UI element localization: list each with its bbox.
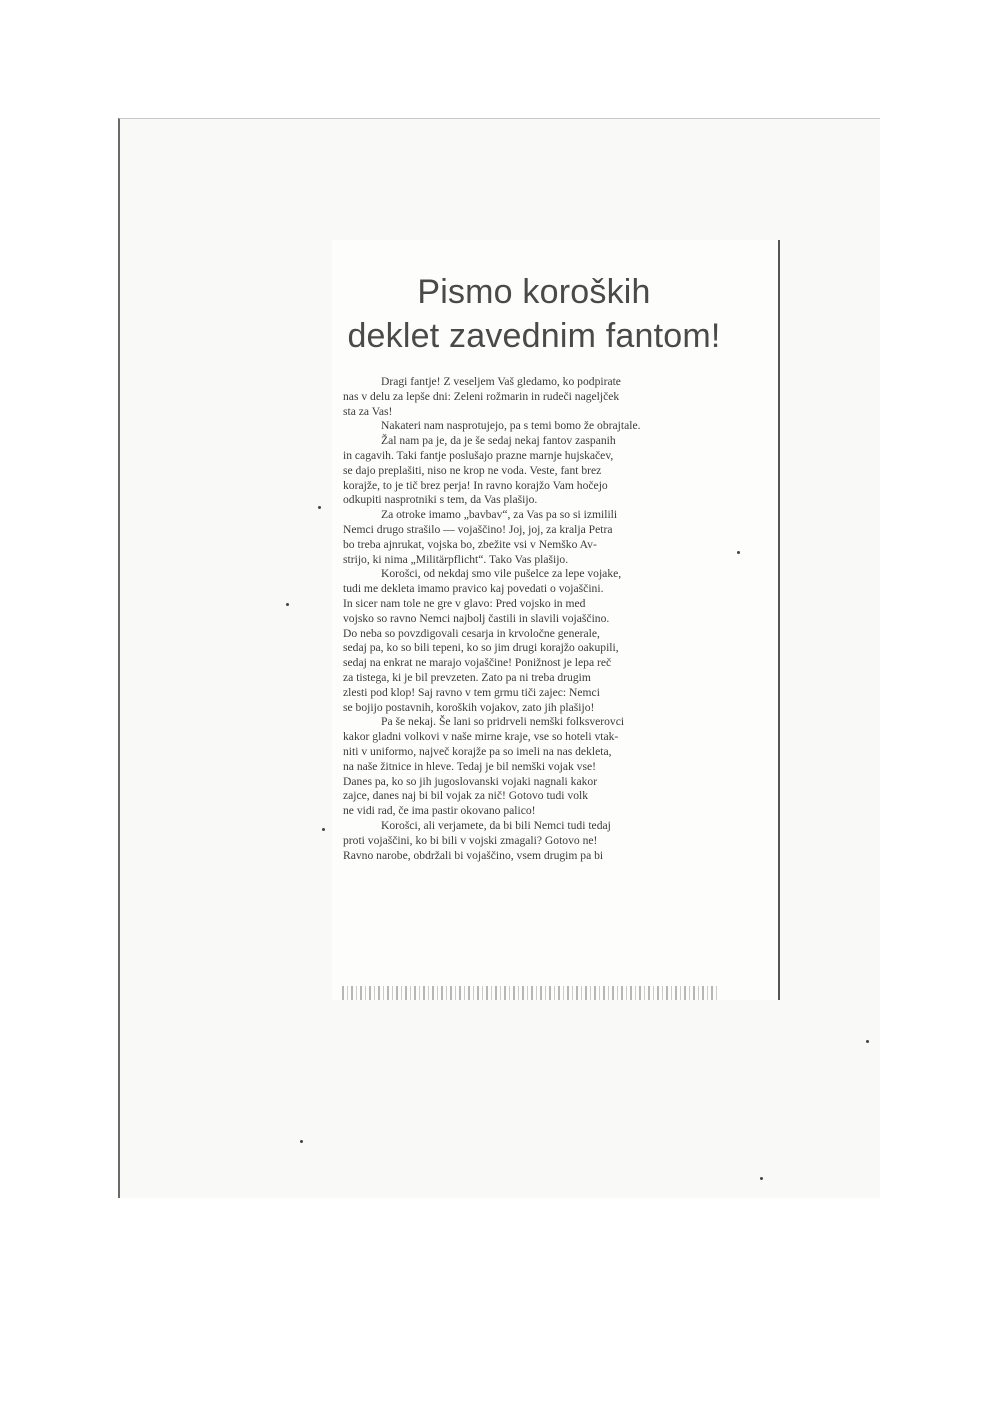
text-line: nas v delu za lepše dni: Zeleni rožmarin in rudeči nageljček	[343, 389, 620, 403]
text-line: in cagavih. Taki fantje poslušajo prazne marnje hujskačev,	[343, 448, 614, 462]
text-line: se bojijo postavnih, koroških vojakov, zato jih plašijo!	[343, 700, 595, 714]
text-line: proti vojaščini, ko bi bili v vojski zmagali? Gotovo ne!	[343, 833, 598, 847]
text-line: niti v uniformo, največ korajže pa so imeli na nas dekleta,	[343, 744, 612, 758]
text-line: Danes pa, ko so jih jugoslovanski vojaki nagnali kakor	[343, 774, 598, 788]
scan-speck	[300, 1140, 303, 1143]
text-line: zajce, danes naj bi bil vojak za nič! Gotovo tudi volk	[343, 789, 589, 803]
text-line: vojsko so ravno Nemci najbolj častili in slavili vojaščino.	[343, 611, 610, 625]
print-noise-strip	[342, 986, 720, 1000]
letter-body	[343, 375, 712, 863]
text-line: se dajo preplašiti, niso ne krop ne voda. Veste, fant brez	[343, 463, 602, 477]
scan-speck	[318, 506, 321, 509]
text-line: Do neba so povzdigovali cesarja in krvoločne generale,	[343, 626, 600, 640]
text-line: In sicer nam tole ne gre v glavo: Pred vojsko in med	[343, 596, 586, 610]
text-line: ne vidi rad, če ima pastir okovano palico!	[343, 804, 536, 818]
text-line: Za otroke imamo „bavbav“, za Vas pa so si izmilili	[381, 508, 618, 522]
scan-speck	[866, 1040, 869, 1043]
text-line: odkupiti nasprotniki s tem, da Vas plašijo.	[343, 493, 538, 507]
scan-speck	[737, 551, 740, 554]
document-title	[338, 270, 730, 358]
text-line: Pa še nekaj. Še lani so pridrveli nemški folksverovci	[381, 715, 625, 729]
text-line: Korošci, od nekdaj smo vile pušelce za lepe vojake,	[381, 567, 622, 581]
scan-speck	[760, 1177, 763, 1180]
text-line: sedaj pa, ko so bili tepeni, ko so jim drugi korajžo oakupili,	[343, 641, 619, 655]
text-line: za tistega, ki je bil prevzeten. Zato pa ni treba drugim	[343, 670, 591, 684]
text-line: strijo, ki nima „Militärpflicht“. Tako Vas plašijo.	[343, 552, 569, 566]
scan-speck	[322, 828, 325, 831]
text-line: bo treba ajnrukat, vojska bo, zbežite vsi v Nemško Av-	[343, 537, 597, 551]
text-line: Ravno narobe, obdržali bi vojaščino, vsem drugim pa bi	[343, 848, 604, 862]
text-line: sta za Vas!	[343, 404, 393, 418]
text-line: zlesti pod klop! Saj ravno v tem grmu tiči zajec: Nemci	[343, 685, 600, 699]
text-line: korajže, to je tič brez perja! In ravno korajžo Vam hočejo	[343, 478, 608, 492]
text-line: sedaj na enkrat ne marajo vojaščine! Ponižnost je lepa reč	[343, 656, 612, 670]
text-line: na naše žitnice in hleve. Tedaj je bil nemški vojak vse!	[343, 759, 596, 773]
text-line: Nemci drugo strašilo — vojaščino! Joj, joj, za kralja Petra	[343, 522, 613, 536]
text-line: Nakateri nam nasprotujejo, pa s temi bomo že obrajtale.	[381, 419, 641, 433]
title-line-1: Pismo koroških	[417, 273, 651, 311]
title-line-2: deklet zavednim fantom!	[347, 317, 721, 355]
text-line: tudi me dekleta imamo pravico kaj povedati o vojaščini.	[343, 582, 604, 596]
scan-speck	[286, 603, 289, 606]
text-line: kakor gladni volkovi v naše mirne kraje, vse so hoteli vtak-	[343, 730, 619, 744]
text-line: Žal nam pa je, da je še sedaj nekaj fantov zaspanih	[381, 434, 616, 448]
text-line: Korošci, ali verjamete, da bi bili Nemci tudi tedaj	[381, 818, 611, 832]
text-line: Dragi fantje! Z veseljem Vaš gledamo, ko podpirate	[381, 375, 621, 388]
